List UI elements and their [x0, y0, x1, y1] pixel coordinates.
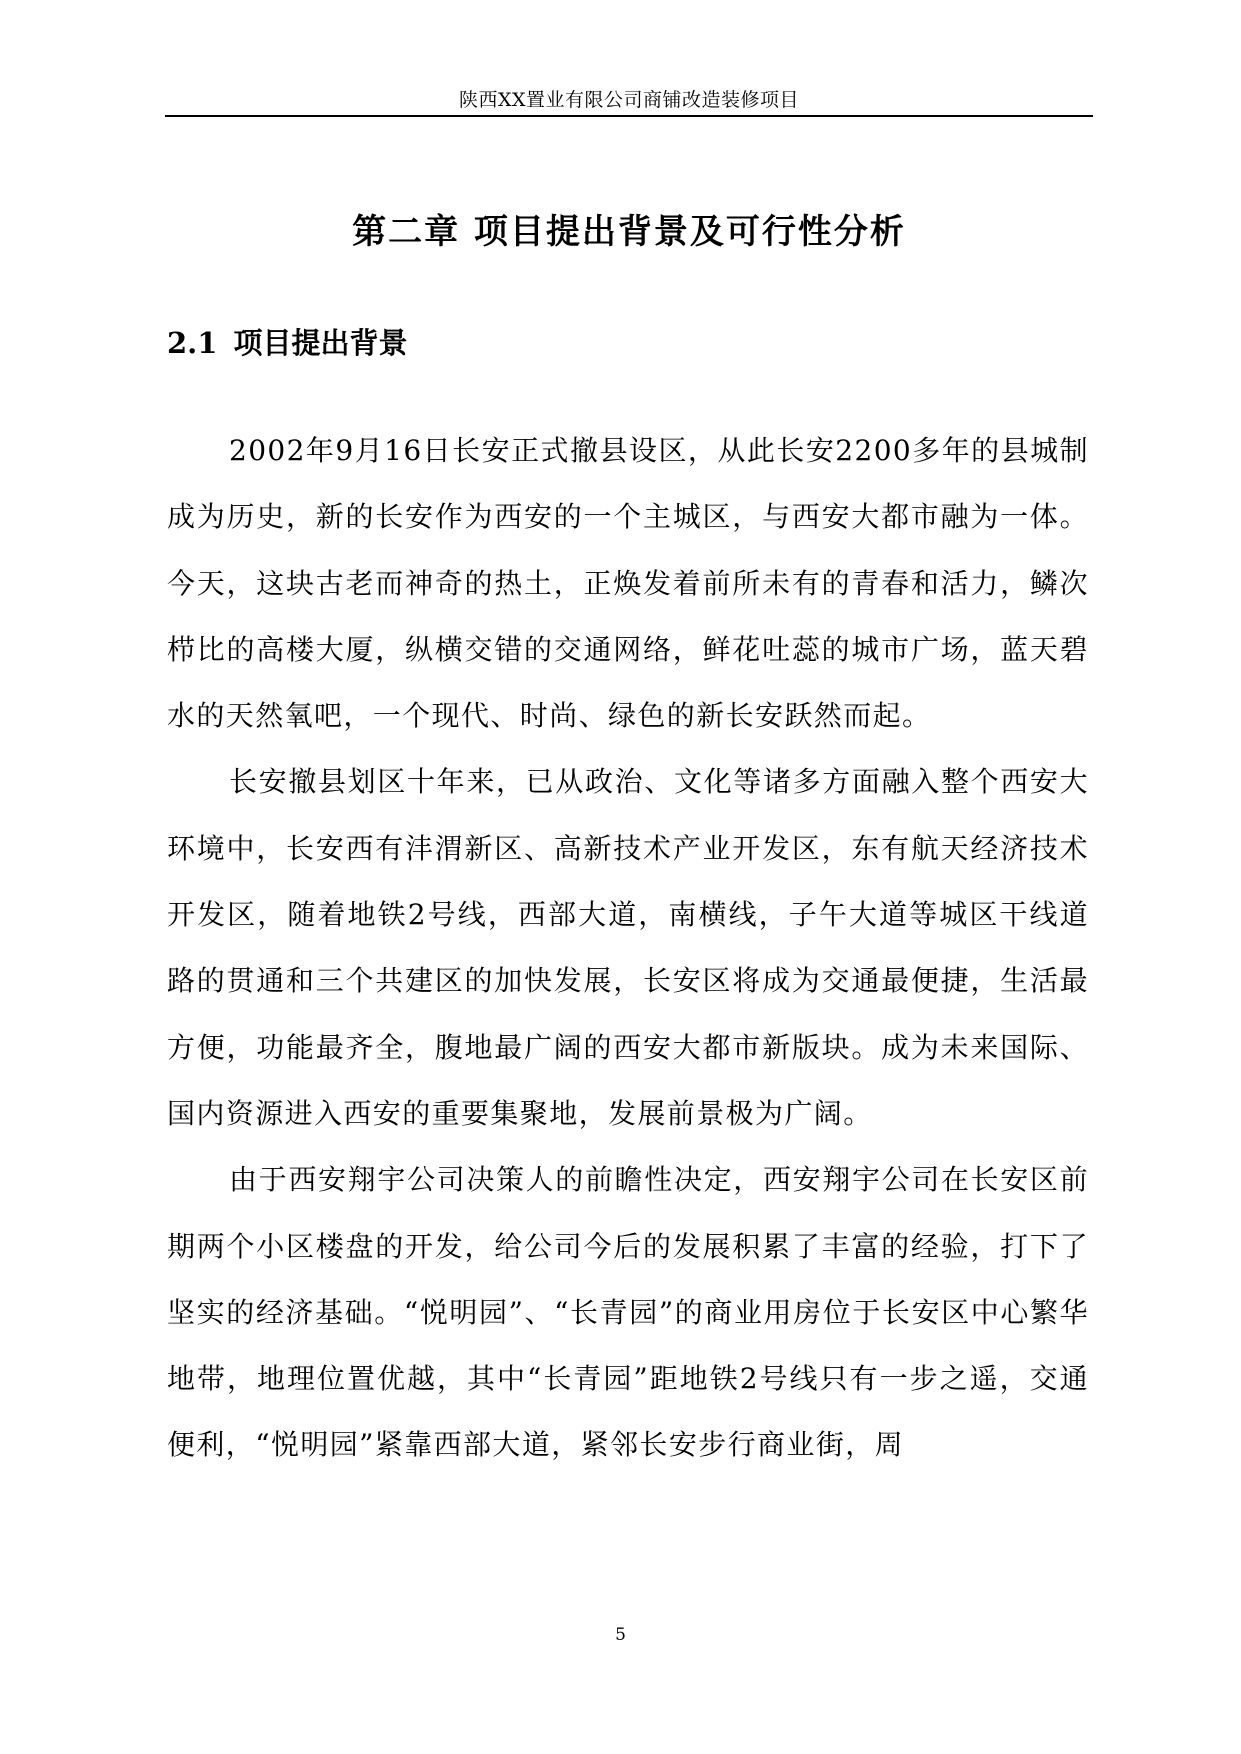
chapter-title: 第二章 项目提出背景及可行性分析 [352, 212, 906, 252]
header-divider [165, 115, 1093, 117]
page-header: 陕西XX置业有限公司商铺改造装修项目 [458, 89, 800, 111]
section-heading [167, 320, 407, 366]
paragraph: 2002年9月16日长安正式撤县设区，从此长安2200多年的县城制成为历史，新的长安作为西安的一个主城区，与西安大都市融为一体。今天，这块古老而神奇的热土，正焕发着前所未有的青春和活力，鳞次栉比的高楼大厦，纵横交错的交通网络，鲜花吐蕊的城市广场，蓝天碧水的天然氧吧，一个现代、时尚、绿色的新长安跃然而起。 [167, 434, 1089, 733]
section-title: 项目提出背景 [233, 326, 408, 360]
paragraph: 长安撤县划区十年来，已从政治、文化等诸多方面融入整个西安大环境中，长安西有沣渭新区、高新技术产业开发区，东有航天经济技术开发区，随着地铁2号线，西部大道，南横线，子午大道等城区干线道路的贯通和三个共建区的加快发展，长安区将成为交通最便捷，生活最方便，功能最齐全，腹地最广阔的西安大都市新版块。成为未来国际、国内资源进入西安的重要集聚地，发展前景极为广阔。 [167, 765, 1089, 1130]
section-number: 2.1 [167, 326, 218, 360]
body-text [167, 418, 1089, 1479]
paragraph: 由于西安翔宇公司决策人的前瞻性决定，西安翔宇公司在长安区前期两个小区楼盘的开发，给公司今后的发展积累了丰富的经验，打下了坚实的经济基础。“悦明园”、“长青园”的商业用房位于长安区中心繁华地带，地理位置优越，其中“长青园”距地铁2号线只有一步之遥，交通便利，“悦明园”紧靠西部大道，紧邻长安步行商业街，周 [167, 1163, 1089, 1462]
page-number: 5 [615, 1625, 626, 1645]
